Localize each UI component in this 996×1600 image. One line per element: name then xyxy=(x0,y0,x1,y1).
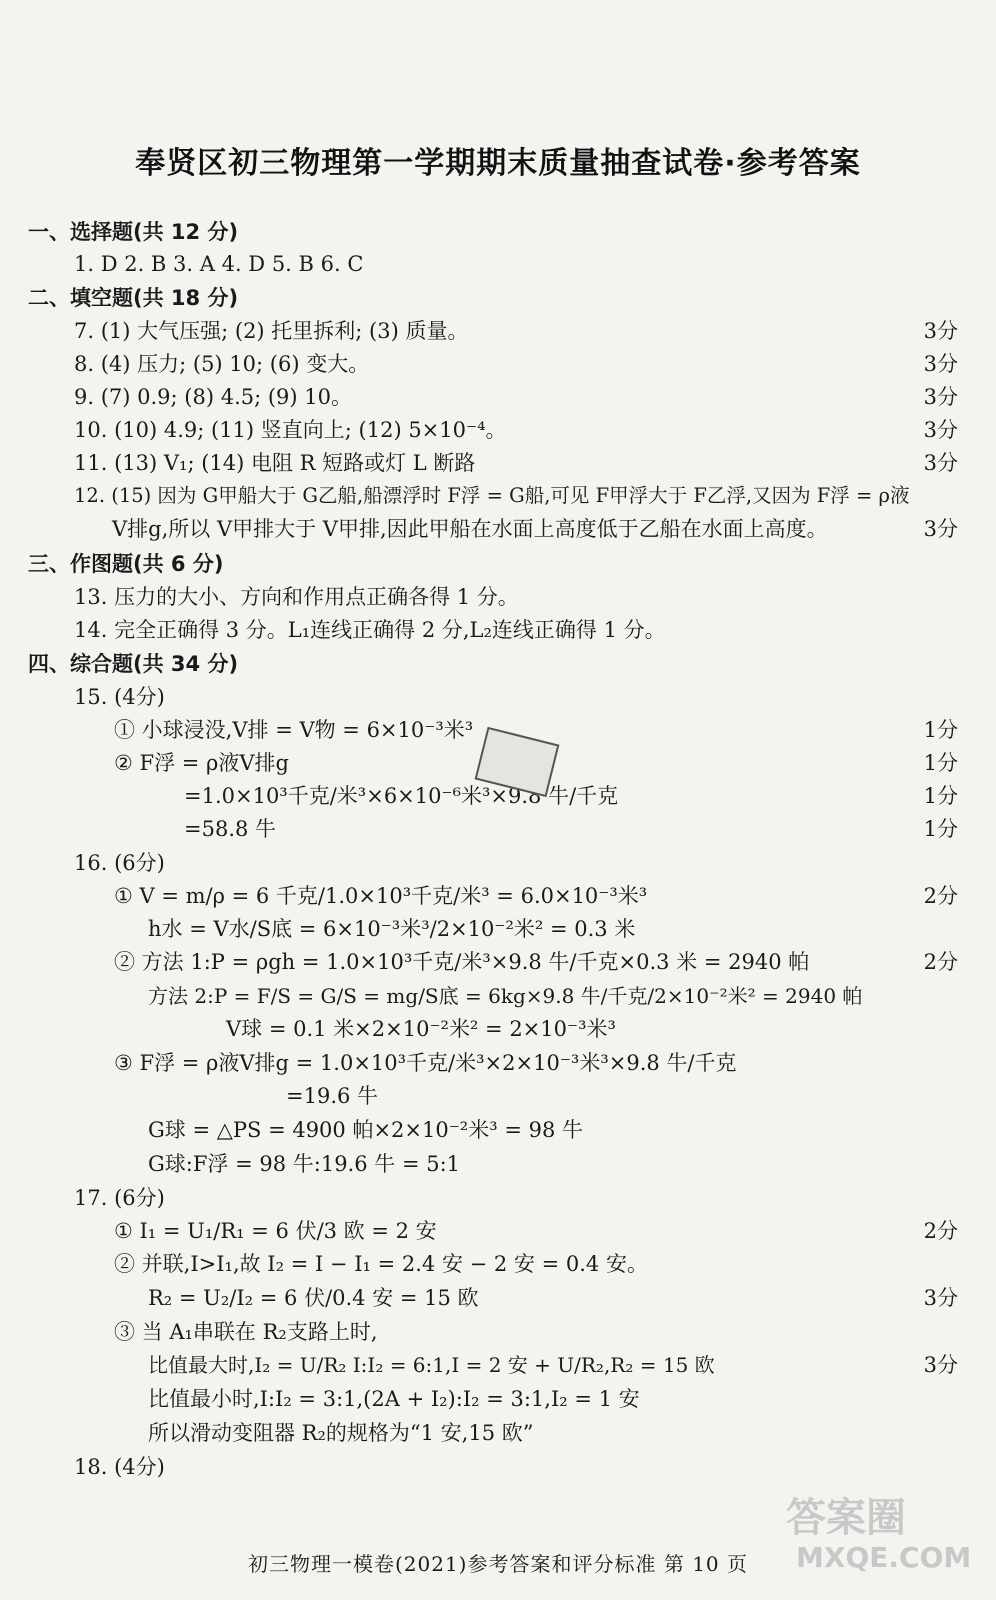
score: 3分 xyxy=(923,385,958,409)
answer-line-q17-7: 所以滑动变阻器 R₂的规格为“1 安,15 欧” xyxy=(148,1421,534,1445)
answer-line-q12-cont: V排g,所以 V甲排大于 V甲排,因此甲船在水面上高度低于乙船在水面上高度。 3分 xyxy=(0,512,996,546)
answer-line-q17-4: ③ 当 A₁串联在 R₂支路上时, xyxy=(114,1320,378,1344)
watermark-main-text: 答案圈 xyxy=(786,1495,906,1541)
answer-line-q13: 13. 压力的大小、方向和作用点正确各得 1 分。 xyxy=(74,585,519,609)
answer-line-q16-6: ③ F浮 = ρ液V排g = 1.0×10³千克/米³×2×10⁻³米³×9.8 牛/千克 xyxy=(114,1051,737,1075)
score: 1分 xyxy=(923,751,958,775)
answer-line-q17-3: R₂ = U₂/I₂ = 6 伏/0.4 安 = 15 欧 3分 xyxy=(0,1281,996,1315)
answer-line-q16-9: G球:F浮 = 98 牛:19.6 牛 = 5:1 xyxy=(148,1152,461,1176)
answer-line-q17-2: ② 并联,I>I₁,故 I₂ = I − I₁ = 2.4 安 − 2 安 = 0.4 安。 xyxy=(114,1252,648,1276)
answer-line-q10: 10. (10) 4.9; (11) 竖直向上; (12) 5×10⁻⁴。 3分 xyxy=(0,413,996,447)
answer-line-q17-5: 比值最大时,I₂ = U/R₂ I:I₂ = 6:1,I = 2 安 + U/R₂,R₂ = 15 欧 3分 xyxy=(0,1348,996,1382)
answer-line-q16-5: V球 = 0.1 米×2×10⁻²米² = 2×10⁻³米³ xyxy=(226,1017,616,1041)
answer-line-q16-2: h水 = V水/S底 = 6×10⁻³米³/2×10⁻²米² = 0.3 米 xyxy=(148,917,636,941)
watermark-sub-text: MXQE.COM xyxy=(796,1541,972,1574)
answer-line-q16-7: =19.6 牛 xyxy=(286,1084,379,1108)
question-header-q17: 17. (6分) xyxy=(74,1186,165,1210)
answer-line-q17-6: 比值最小时,I:I₂ = 3:1,(2A + I₂):I₂ = 3:1,I₂ = 1 安 xyxy=(148,1387,640,1411)
score: 3分 xyxy=(923,319,958,343)
answer-line-q16-1: ① V = m/ρ = 6 千克/1.0×10³千克/米³ = 6.0×10⁻³米³ 2分 xyxy=(0,879,996,913)
answer-line-q15-4: =58.8 牛 1分 xyxy=(0,812,996,846)
answer-line-choice: 1. D 2. B 3. A 4. D 5. B 6. C xyxy=(74,252,364,276)
answer-line-q8: 8. (4) 压力; (5) 10; (6) 变大。 3分 xyxy=(0,347,996,381)
answer-line-q7: 7. (1) 大气压强; (2) 托里拆利; (3) 质量。 3分 xyxy=(0,314,996,348)
score: 1分 xyxy=(923,817,958,841)
answer-line-q12: 12. (15) 因为 G甲船大于 G乙船,船漂浮时 F浮 = G船,可见 F甲浮大于 F乙浮,又因为 F浮 = ρ液 xyxy=(74,484,910,507)
score: 2分 xyxy=(923,884,958,908)
question-header-q16: 16. (6分) xyxy=(74,851,165,875)
section-heading-comprehensive: 四、综合题(共 34 分) xyxy=(28,652,239,676)
answer-line-q11: 11. (13) V₁; (14) 电阻 R 短路或灯 L 断路 3分 xyxy=(0,446,996,480)
question-header-q15: 15. (4分) xyxy=(74,685,165,709)
score: 3分 xyxy=(923,1353,958,1377)
page-title: 奉贤区初三物理第一学期期末质量抽查试卷·参考答案 xyxy=(135,146,861,181)
section-heading-choice: 一、选择题(共 12 分) xyxy=(28,220,239,244)
answer-line-q15-2: ② F浮 = ρ液V排g 1分 xyxy=(0,746,996,780)
score: 3分 xyxy=(923,517,958,541)
question-header-q18: 18. (4分) xyxy=(74,1455,165,1479)
score: 3分 xyxy=(923,352,958,376)
watermark-logo xyxy=(786,1495,972,1578)
score: 2分 xyxy=(923,950,958,974)
score: 3分 xyxy=(923,418,958,442)
answer-line-q9: 9. (7) 0.9; (8) 4.5; (9) 10。 3分 xyxy=(0,380,996,414)
answer-line-q16-8: G球 = △PS = 4900 帕×2×10⁻²米³ = 98 牛 xyxy=(148,1118,583,1142)
answer-line-q16-4: 方法 2:P = F/S = G/S = mg/S底 = 6kg×9.8 牛/千克/2×10⁻²米² = 2940 帕 xyxy=(148,984,863,1008)
score: 3分 xyxy=(923,451,958,475)
score: 2分 xyxy=(923,1219,958,1243)
answer-line-q15-1: ① 小球浸没,V排 = V物 = 6×10⁻³米³ 1分 xyxy=(0,713,996,747)
answer-line-q15-3: =1.0×10³千克/米³×6×10⁻⁶米³×9.8 牛/千克 1分 xyxy=(0,779,996,813)
page-footer: 初三物理一模卷(2021)参考答案和评分标准 第 10 页 xyxy=(247,1552,749,1576)
answer-line-q17-1: ① I₁ = U₁/R₁ = 6 伏/3 欧 = 2 安 2分 xyxy=(0,1214,996,1248)
answer-line-q14: 14. 完全正确得 3 分。L₁连线正确得 2 分,L₂连线正确得 1 分。 xyxy=(74,618,666,642)
section-heading-drawing: 三、作图题(共 6 分) xyxy=(28,552,224,576)
score: 1分 xyxy=(923,784,958,808)
score: 1分 xyxy=(923,718,958,742)
answer-line-q16-3: ② 方法 1:P = ρgh = 1.0×10³千克/米³×9.8 牛/千克×0.3 米 = 2940 帕 2分 xyxy=(0,945,996,979)
score: 3分 xyxy=(923,1286,958,1310)
section-heading-fill: 二、填空题(共 18 分) xyxy=(28,286,239,310)
